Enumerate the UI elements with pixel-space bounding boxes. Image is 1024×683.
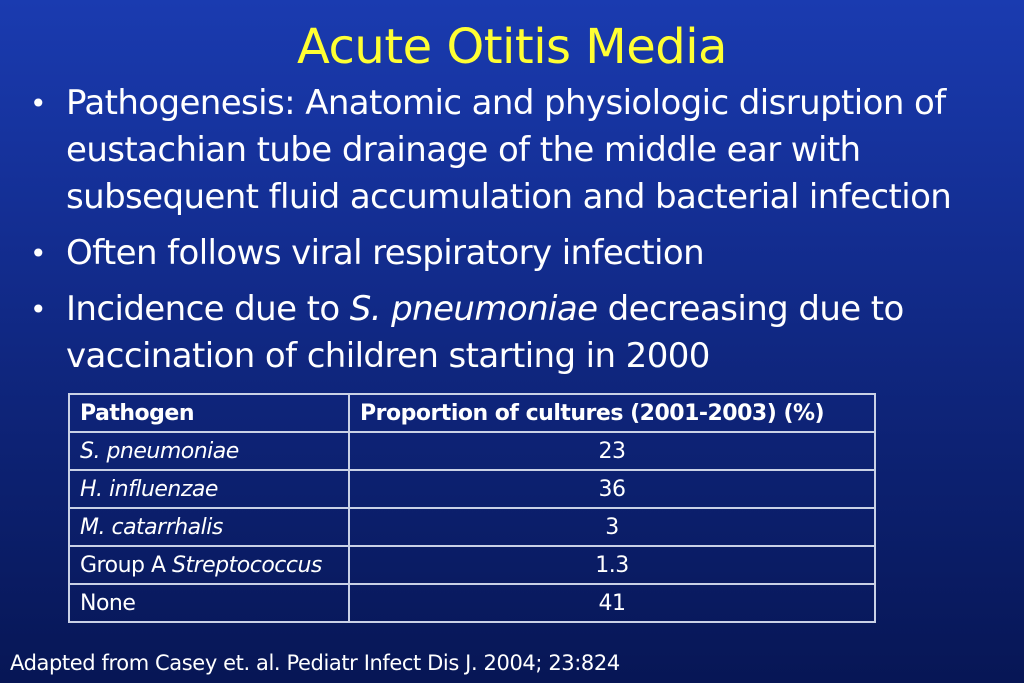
bullet-text: Pathogenesis: Anatomic and physiologic disruption of eustachian tube drainage of the middle ear with subsequent fluid accumulation and bacterial infection (66, 83, 952, 217)
pathogen-cell (69, 470, 349, 508)
pathogen-name: Streptococcus (172, 552, 322, 578)
bullet-incidence (24, 286, 1004, 380)
bullet-marker: • (30, 293, 46, 326)
header-pathogen: Pathogen (69, 394, 349, 432)
header-proportion: Proportion of cultures (2001-2003) (%) (349, 394, 875, 432)
proportion-cell: 23 (349, 432, 875, 470)
proportion-cell: 36 (349, 470, 875, 508)
pathogen-cell (69, 432, 349, 470)
pathogen-cell (69, 508, 349, 546)
table-header-row (69, 394, 875, 432)
pathogen-name-prefix: Group A (80, 552, 173, 578)
bullet-viral-infection (24, 230, 1004, 277)
bullet-pathogenesis (24, 80, 1004, 221)
bullet-marker: • (30, 87, 46, 120)
table-row (69, 584, 875, 622)
table-row (69, 432, 875, 470)
proportion-cell: 3 (349, 508, 875, 546)
proportion-cell: 1.3 (349, 546, 875, 584)
bullet-text: Often follows viral respiratory infection (66, 233, 705, 273)
bullet-text-italic: S. pneumoniae (349, 289, 598, 329)
proportion-cell: 41 (349, 584, 875, 622)
bullet-text: Incidence due to (66, 289, 350, 329)
pathogen-table-container (68, 393, 874, 623)
table-row (69, 470, 875, 508)
pathogen-name: None (80, 590, 136, 616)
pathogen-name: H. influenzae (80, 476, 218, 502)
citation: Adapted from Casey et. al. Pediatr Infect Dis J. 2004; 23:824 (10, 651, 620, 675)
table-row (69, 508, 875, 546)
pathogen-name: S. pneumoniae (80, 438, 239, 464)
pathogen-table (68, 393, 876, 623)
slide-title: Acute Otitis Media (297, 19, 727, 75)
bullet-list (24, 80, 1004, 380)
bullet-text: decreasing due to vaccination of children starting in 2000 (66, 289, 904, 376)
pathogen-name: M. catarrhalis (80, 514, 223, 540)
pathogen-cell (69, 584, 349, 622)
table-row (69, 546, 875, 584)
bullet-marker: • (30, 237, 46, 270)
pathogen-cell (69, 546, 349, 584)
